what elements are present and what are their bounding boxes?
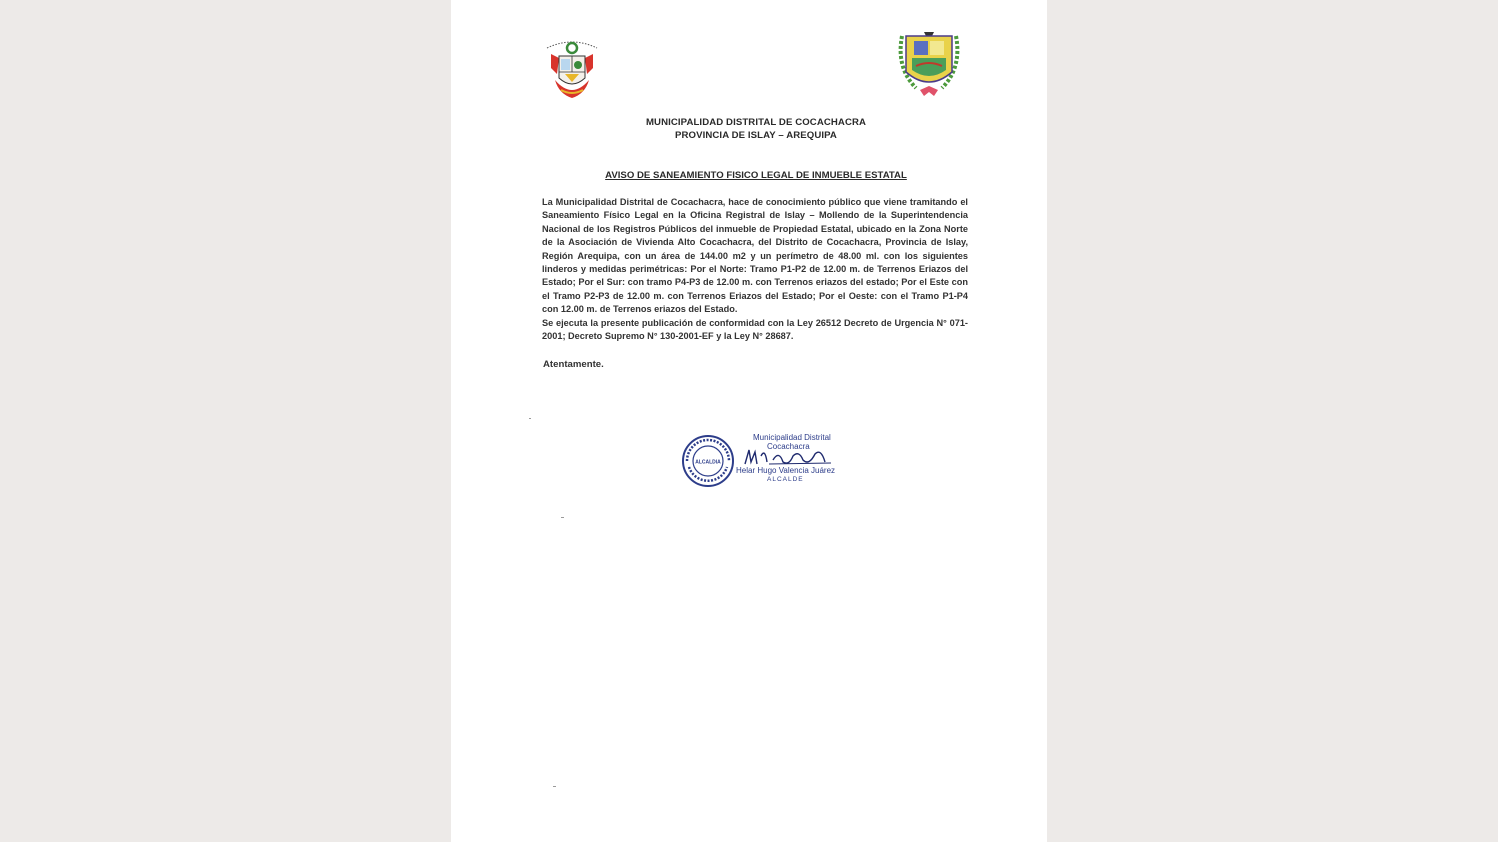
notice-body: [542, 196, 968, 343]
scan-speck: [553, 786, 556, 787]
stamp-center-label: ALCALDIA: [695, 459, 721, 466]
peru-coat-of-arms-icon: [541, 34, 603, 106]
closing-text: Atentamente.: [543, 359, 604, 370]
scan-speck: [561, 517, 564, 518]
handwritten-signature: [743, 446, 833, 468]
mayor-role: ALCALDE: [767, 476, 804, 483]
municipal-stamp: [681, 434, 735, 488]
document-page: [451, 0, 1047, 842]
notice-title: AVISO DE SANEAMIENTO FISICO LEGAL DE INMUEBLE ESTATAL: [605, 170, 907, 181]
mayor-name: Helar Hugo Valencia Juárez: [736, 466, 836, 475]
notice-paragraph: La Municipalidad Distrital de Cocachacra, hace de conocimiento público que viene tramitando el Saneamiento Físico Legal en la Oficina Registral de Islay – Mollendo de la Superintendencia Nacional de los Registros Públicos del inmueble de Propiedad Estatal, ubicado en la Zona Norte de la Asociación de Vivienda Alto Cocachacra, del Distrito de Cocachacra, Provincia de Islay, Región Arequipa, con un área de 144.00 m2 y un perímetro de 48.00 ml. con los siguientes linderos y medidas perimétricas: Por el Norte: Tramo P1-P2 de 12.00 m. de Terrenos Eriazos del Estado; Por el Sur: con tramo P4-P3 de 12.00 m. con Terrenos eriazos del estado; Por el Este con el Tramo P2-P3 de 12.00 m. con Terrenos Eriazos del Estado; Por el Oeste: con el Tramo P1-P4 con 12.00 m. de Terrenos eriazos del Estado.: [542, 197, 968, 315]
seal-line-district: Cocachacra: [767, 442, 810, 451]
province-heading: PROVINCIA DE ISLAY – AREQUIPA: [675, 130, 837, 141]
legal-basis-paragraph: Se ejecuta la presente publicación de conformidad con la Ley 26512 Decreto de Urgencia N° 071-2001; Decreto Supremo N° 130-2001-EF y la Ley N° 28687.: [542, 317, 968, 342]
municipality-heading: MUNICIPALIDAD DISTRITAL DE COCACHACRA: [645, 117, 867, 128]
cocachacra-coat-of-arms-icon: [894, 28, 964, 100]
seal-line-municipality: Municipalidad Distrital: [753, 433, 831, 442]
signature-block: [681, 432, 841, 492]
scan-speck: [529, 418, 531, 419]
